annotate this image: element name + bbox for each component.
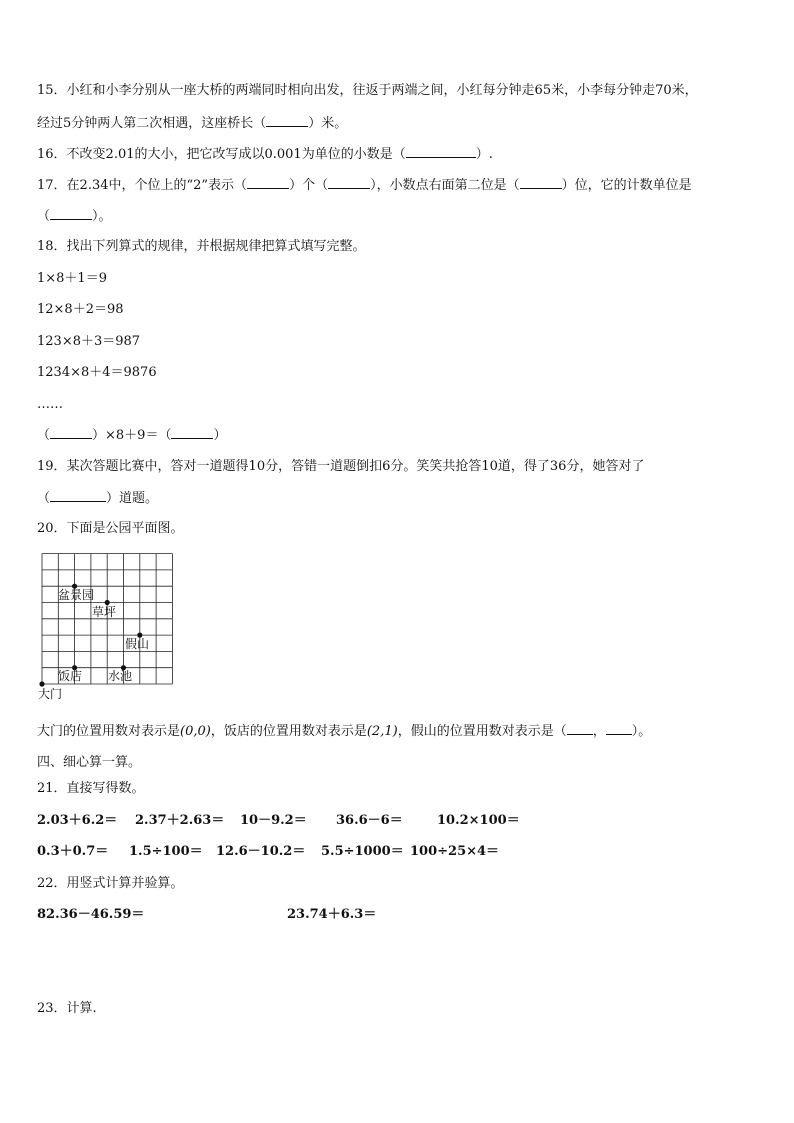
park-grid-svg	[36, 552, 176, 702]
q20-door-coord: (0,0)	[180, 724, 211, 739]
q19-line1: 19．某次答题比赛中，答对一道题得10分，答错一道题倒扣6分。笑笑共抢答10道，得了36分，她答对了	[37, 459, 645, 474]
q22-item-1: 82.36－46.59＝	[37, 907, 145, 922]
map-label-damen: 大门	[38, 687, 63, 701]
q16-answer-blank[interactable]	[406, 145, 476, 158]
q20-statement-e: ）。	[631, 724, 652, 739]
q18-fill-line	[37, 426, 226, 445]
q21-row-2-item-5: 100÷25×4＝	[410, 844, 500, 859]
q18-title: 18．找出下列算式的规律，并根据规律把算式填写完整。	[37, 239, 366, 254]
q21-row-2-item-2: 1.5÷100＝	[129, 844, 203, 859]
map-label-penjingyuan: 盆景园	[58, 588, 95, 602]
q15-line1: 15．小红和小李分别从一座大桥的两端同时相向出发，往返于两端之间，小红每分钟走65米，小李每分钟走70米，	[37, 83, 698, 98]
q22-item-2: 23.74＋6.3＝	[287, 907, 377, 922]
q17-text-b: ）个（	[289, 178, 329, 193]
q16-end: ）.	[475, 147, 493, 162]
q17-blank-3[interactable]	[520, 176, 562, 189]
q20-statement	[37, 722, 651, 741]
q18-blank-2[interactable]	[171, 426, 213, 439]
q18-row-2: 12×8＋2＝98	[37, 302, 124, 317]
q15-answer-blank[interactable]	[266, 114, 308, 127]
q20-title: 20．下面是公园平面图。	[37, 521, 184, 536]
q17-text-e: （	[37, 209, 51, 224]
q15-line2-text: 经过5分钟两人第二次相遇，这座桥长（	[37, 116, 267, 131]
q21-row-2-item-1: 0.3＋0.7＝	[37, 844, 109, 859]
q17-text-a: 17．在2.34中，个位上的“2”表示（	[37, 178, 248, 193]
q22-title: 22．用竖式计算并验算。	[37, 876, 184, 891]
q17-blank-2[interactable]	[328, 176, 370, 189]
q21-row-1-item-3: 10－9.2＝	[240, 813, 307, 828]
q23-title: 23．计算.	[37, 1001, 97, 1016]
q21-row-1-item-4: 36.6－6＝	[336, 813, 403, 828]
q18-blank-1[interactable]	[50, 426, 92, 439]
q17-text-d: ）位，它的计数单位是	[561, 178, 692, 193]
q17-text-f: ）。	[92, 209, 112, 224]
q20-statement-b: ，饭店的位置用数对表示是	[210, 724, 367, 739]
map-point-damen	[39, 681, 44, 686]
q21-row-2-item-3: 12.6－10.2＝	[216, 844, 306, 859]
q19-text-b: ）道题。	[106, 491, 159, 506]
section-4-heading: 四、细心算一算。	[37, 755, 142, 770]
q17-line2	[37, 207, 112, 226]
q19-answer-blank[interactable]	[50, 489, 106, 502]
q19-text-a: （	[37, 491, 51, 506]
q20-statement-d: ，	[592, 724, 606, 739]
map-label-jiashan: 假山	[125, 637, 150, 651]
q18-fill-c: ）	[213, 428, 227, 443]
q18-fill-b: ）×8＋9＝（	[92, 428, 172, 443]
q20-statement-c: ，假山的位置用数对表示是（	[397, 724, 567, 739]
q19-line2	[37, 489, 158, 508]
q21-row-2-item-4: 5.5÷1000＝	[321, 844, 404, 859]
q17-blank-1[interactable]	[247, 176, 289, 189]
q20-statement-a: 大门的位置用数对表示是	[37, 724, 181, 739]
q17-text-c: ），小数点右面第二位是（	[370, 178, 520, 193]
q20-blank-x[interactable]	[567, 722, 593, 735]
q21-row-1-item-2: 2.37＋2.63＝	[135, 813, 225, 828]
q16-line	[37, 145, 493, 164]
map-label-caoping: 草坪	[92, 605, 117, 619]
q17-line1	[37, 176, 692, 195]
q15-line2-end: ）米。	[308, 116, 348, 131]
q18-row-3: 123×8＋3＝987	[37, 334, 141, 349]
q18-ellipsis: ……	[37, 397, 63, 412]
q21-title: 21．直接写得数。	[37, 781, 145, 796]
map-label-fandian: 饭店	[58, 669, 83, 683]
q16-text: 16．不改变2.01的大小，把它改写成以0.001为单位的小数是（	[37, 147, 406, 162]
park-map	[36, 552, 176, 702]
q21-row-1-item-5: 10.2×100＝	[437, 813, 520, 828]
map-label-shuichi: 水池	[108, 669, 133, 683]
q18-fill-a: （	[37, 428, 51, 443]
q20-hotel-coord: (2,1)	[366, 724, 398, 739]
q20-blank-y[interactable]	[606, 722, 632, 735]
q18-row-4: 1234×8＋4＝9876	[37, 365, 157, 380]
q15-line2	[37, 114, 347, 133]
q17-blank-4[interactable]	[50, 207, 92, 220]
q18-row-1: 1×8＋1＝9	[37, 271, 107, 286]
q21-row-1-item-1: 2.03＋6.2＝	[37, 813, 118, 828]
